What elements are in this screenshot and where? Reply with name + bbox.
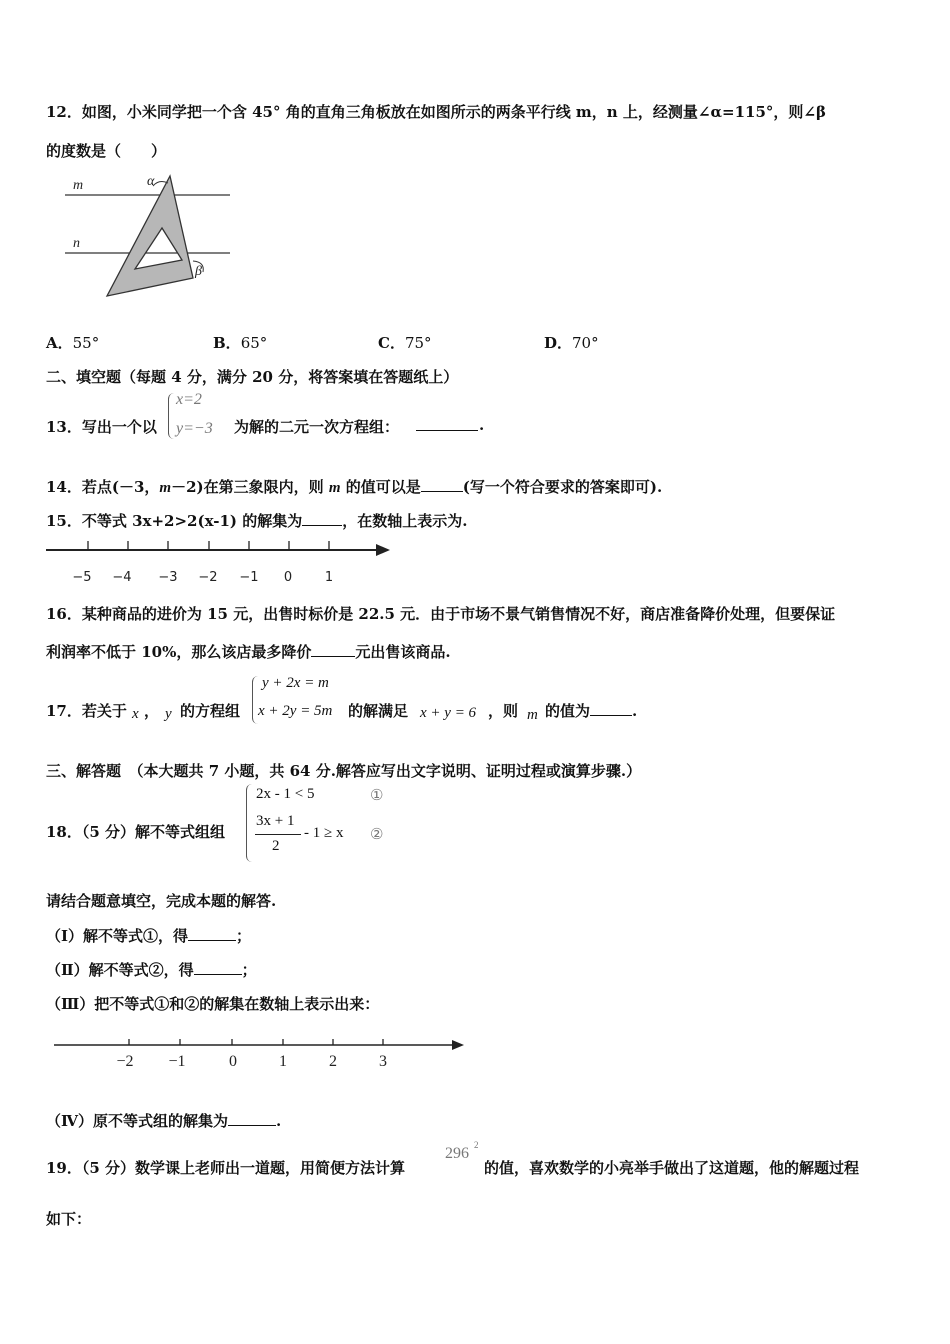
q18-axis-label: 0	[229, 1053, 237, 1070]
q17-mid2: 的解满足	[348, 702, 409, 720]
q18-mark1: ①	[370, 786, 384, 804]
q19-exponent: 2	[474, 1140, 479, 1150]
q15-question: 15．不等式 3x+2>2(x-1) 的解集为 ，在数轴上表示为.	[46, 512, 468, 530]
q16-line2: 利润率不低于 10%，那么该店最多降价 元出售该商品.	[46, 643, 451, 661]
q18-prefix: 18．（5 分）解不等式组组	[46, 823, 226, 841]
q18-axis-label: −2	[116, 1053, 134, 1070]
q15-axis-label: −3	[158, 570, 178, 585]
q15-axis-label: 0	[283, 570, 293, 585]
q12-choice-d[interactable]: D．70°	[544, 334, 599, 352]
q12-choice-a[interactable]: A．55°	[46, 334, 100, 352]
q15-answer-blank[interactable]	[302, 511, 342, 526]
q12-stem-line1: 12．如图，小米同学把一个含 45° 角的直角三角板放在如图所示的两条平行线 m，n 上，经测量∠α=115°，则∠β	[46, 103, 826, 121]
q15-number-line	[44, 536, 396, 588]
q18-mark2: ②	[370, 825, 384, 843]
q12-choice-c[interactable]: C．75°	[378, 334, 432, 352]
q18-ineq1: 2x - 1 < 5	[256, 786, 315, 802]
q18-step1-blank[interactable]	[188, 926, 236, 941]
q18-axis-label: 1	[279, 1053, 287, 1070]
triangle-parallel-lines-figure	[55, 168, 245, 303]
q13-eq2: y=−3	[176, 420, 213, 437]
q19-line2: 如下：	[46, 1210, 92, 1228]
q13-prefix: 13．写出一个以	[46, 418, 157, 436]
q18-step3: （Ⅲ）把不等式①和②的解集在数轴上表示出来：	[46, 995, 380, 1013]
q17-eq1: y + 2x = m	[262, 675, 329, 691]
q13-system-brace	[168, 393, 175, 439]
q17-var-y: y	[165, 706, 172, 722]
q17-mid: 的方程组	[180, 702, 241, 720]
q12-choice-b[interactable]: B．65°	[213, 334, 268, 352]
q14-question: 14．若点(－3，m－2)在第三象限内，则 m 的值可以是 (写一个符合要求的答案即可).	[46, 478, 663, 496]
q17-eq2: x + 2y = 5m	[258, 703, 333, 719]
q18-axis-label: 2	[329, 1053, 337, 1070]
q18-step2-blank[interactable]	[194, 960, 242, 975]
q17-suffix: 的值为 .	[545, 702, 638, 720]
q19-suffix: 的值，喜欢数学的小亮举手做出了这道题，他的解题过程	[484, 1159, 860, 1177]
q12-stem-line2: 的度数是（ ）	[46, 142, 167, 160]
q13-eq1: x=2	[176, 391, 202, 408]
label-beta: β	[195, 264, 202, 279]
q17-answer-blank[interactable]	[590, 701, 632, 716]
q13-answer-blank[interactable]	[416, 416, 478, 435]
q18-step1: （Ⅰ）解不等式①，得 ；	[46, 927, 252, 945]
q15-axis-label: −2	[198, 570, 218, 585]
q18-ineq2-rest: - 1 ≥ x	[304, 825, 344, 841]
q18-number-line	[52, 1030, 470, 1074]
q13-end: .	[479, 416, 485, 434]
section-3-title: 三、解答题 （本大题共 7 小题，共 64 分.解答应写出文字说明、证明过程或演算步骤.）	[46, 762, 642, 780]
q18-instruction: 请结合题意填空，完成本题的解答.	[46, 892, 277, 910]
q15-axis-label: 1	[324, 570, 334, 585]
label-alpha: α	[147, 174, 155, 189]
q19-base: 296	[445, 1145, 469, 1162]
q18-step2: （Ⅱ）解不等式②，得 ；	[46, 961, 257, 979]
label-n: n	[73, 236, 80, 251]
section-2-title: 二、填空题（每题 4 分，满分 20 分，将答案填在答题纸上）	[46, 368, 459, 386]
q18-fraction-denominator: 2	[272, 838, 280, 854]
q19-prefix: 19．（5 分）数学课上老师出一道题，用简便方法计算	[46, 1159, 406, 1177]
number-line-arrow	[376, 544, 390, 556]
q18-step4: （Ⅳ）原不等式组的解集为 .	[46, 1112, 282, 1130]
q13-suffix: 为解的二元一次方程组：	[234, 418, 400, 436]
q17-condition: x + y = 6	[420, 705, 477, 721]
q15-axis-label: −1	[239, 570, 259, 585]
q17-var-m: m	[527, 707, 538, 723]
set-square-triangle	[107, 176, 193, 296]
q18-fraction-bar	[255, 834, 301, 835]
q18-fraction-numerator: 3x + 1	[256, 813, 295, 829]
q16-line1: 16．某种商品的进价为 15 元，出售时标价是 22.5 元．由于市场不景气销售情况不好，商店准备降价处理，但要保证	[46, 605, 836, 623]
label-m: m	[73, 178, 84, 193]
number-line-arrow	[452, 1040, 464, 1050]
q18-axis-label: 3	[379, 1053, 387, 1070]
q18-system-brace	[246, 784, 253, 862]
q15-axis-label: −5	[72, 570, 92, 585]
q16-answer-blank[interactable]	[311, 642, 355, 657]
q15-axis-label: −4	[112, 570, 132, 585]
q17-comma: ，	[144, 702, 160, 720]
q17-var-x: x	[132, 706, 139, 722]
q18-axis-label: −1	[168, 1053, 186, 1070]
q18-step4-blank[interactable]	[228, 1111, 276, 1126]
q17-mid3: ，则	[488, 702, 519, 720]
q14-answer-blank[interactable]	[421, 477, 463, 492]
q17-prefix: 17．若关于	[46, 702, 127, 720]
